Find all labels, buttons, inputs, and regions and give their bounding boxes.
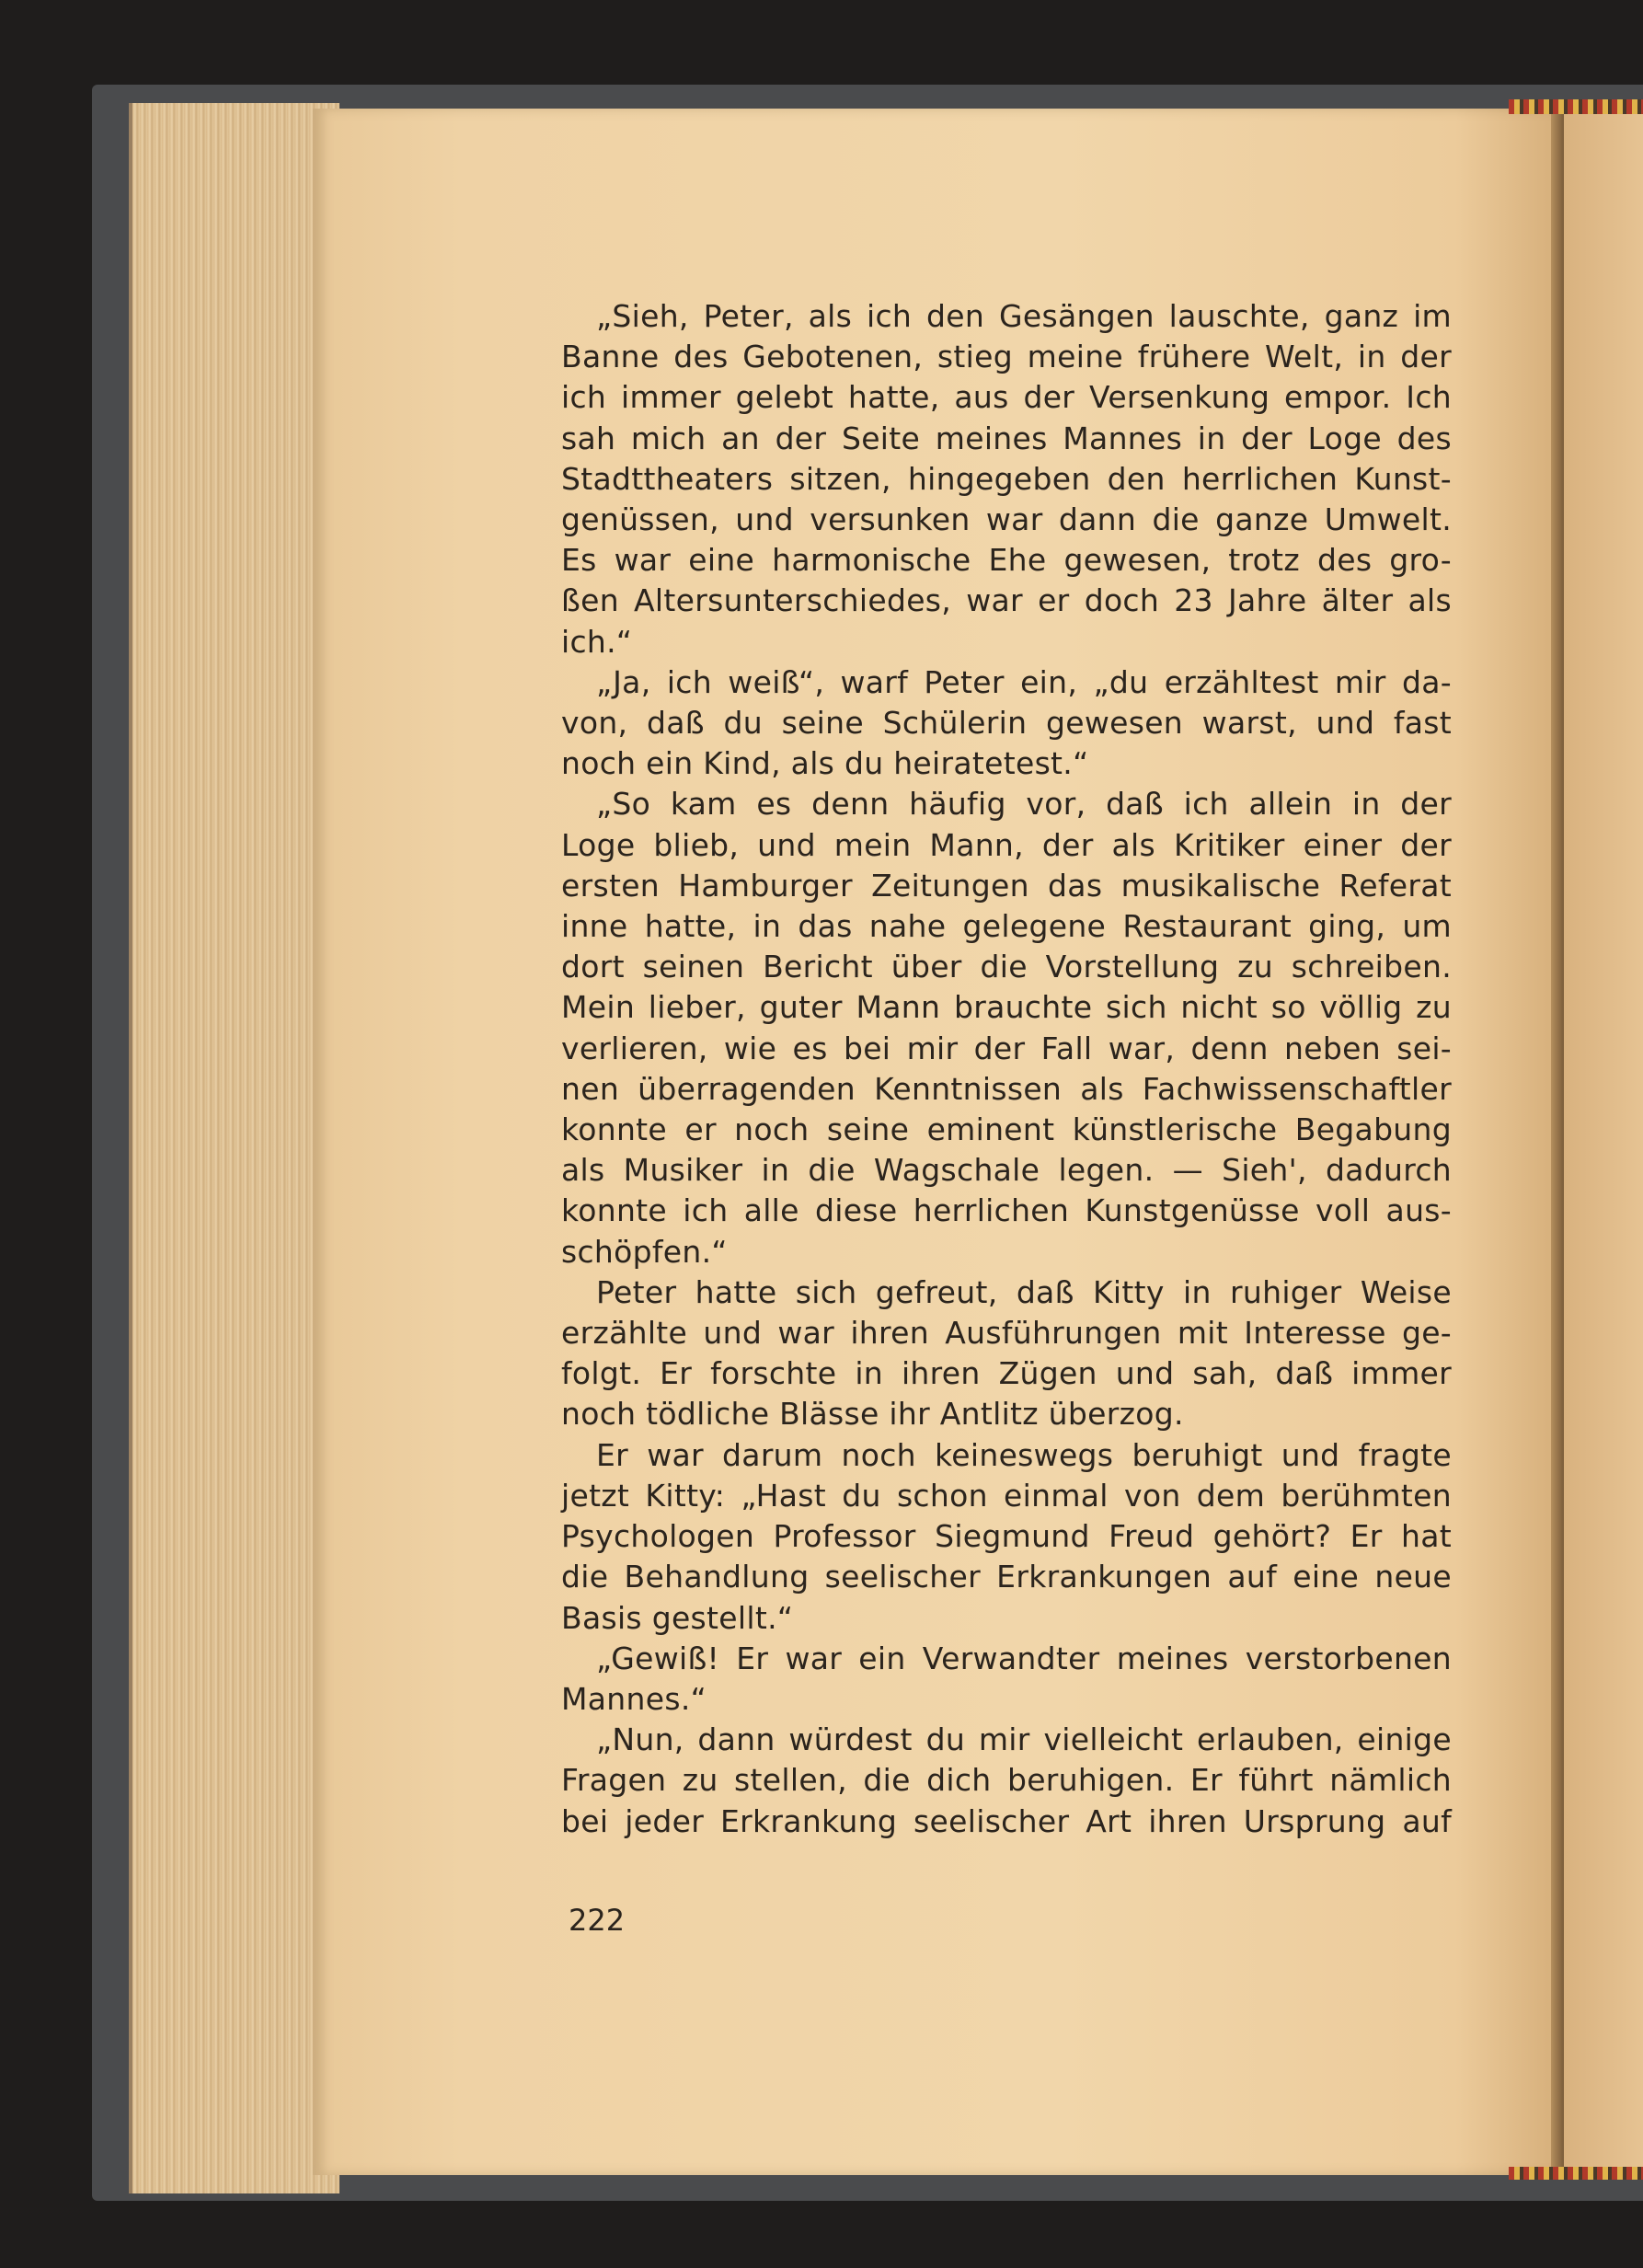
text-line: die Behandlung seelischer Erkrankungen auf eine neue [561, 1559, 1452, 1595]
text-line: Es war eine harmonische Ehe gewesen, trotz des gro- [561, 542, 1452, 579]
text-line: ich.“ [561, 623, 633, 660]
text-line: Banne des Gebotenen, stieg meine frühere Welt, in der [561, 339, 1452, 375]
text-line: „Ja, ich weiß“, warf Peter ein, „du erzähltest mir da- [596, 663, 1452, 700]
text-line: Loge blieb, und mein Mann, der als Kritiker einer der [561, 826, 1452, 863]
text-line: „Nun, dann würdest du mir vielleicht erlauben, einige [596, 1721, 1452, 1758]
body-text [561, 296, 1452, 1842]
text-line: Peter hatte sich gefreut, daß Kitty in ruhiger Weise [596, 1273, 1452, 1310]
text-line: verlieren, wie es bei mir der Fall war, denn neben sei- [561, 1030, 1452, 1066]
page-gutter [1551, 109, 1564, 2175]
text-line: dort seinen Bericht über die Vorstellung zu schreiben. [561, 949, 1452, 985]
text-line: „Sieh, Peter, als ich den Gesängen lauschte, ganz im [596, 298, 1452, 334]
text-line: genüssen, und versunken war dann die ganze Umwelt. [561, 501, 1452, 538]
text-line: Stadttheaters sitzen, hingegeben den herrlichen Kunst- [561, 460, 1452, 497]
headband-top [1509, 99, 1643, 114]
text-line: „So kam es denn häufig vor, daß ich allein in der [596, 786, 1452, 823]
text-line: Er war darum noch keineswegs beruhigt und fragte [596, 1436, 1452, 1473]
text-line: von, daß du seine Schülerin gewesen warst, und fast [561, 705, 1452, 742]
text-line: jetzt Kitty: „Hast du schon einmal von dem berühmten [561, 1477, 1452, 1514]
text-line: nen überragenden Kenntnissen als Fachwissenschaftler [561, 1070, 1452, 1107]
text-line: inne hatte, in das nahe gelegene Restaurant ging, um [561, 908, 1452, 945]
text-line: „Gewiß! Er war ein Verwandter meines verstorbenen [596, 1640, 1452, 1676]
text-line: Basis gestellt.“ [561, 1599, 794, 1636]
text-line: ich immer gelebt hatte, aus der Versenkung empor. Ich [561, 379, 1452, 416]
text-line: ßen Altersunterschiedes, war er doch 23 Jahre älter als [561, 582, 1452, 619]
text-line: als Musiker in die Wagschale legen. — Sieh', dadurch [561, 1152, 1452, 1189]
text-line: ersten Hamburger Zeitungen das musikalische Referat [561, 867, 1452, 904]
text-line: schöpfen.“ [561, 1233, 728, 1270]
page-number: 222 [569, 1903, 626, 1938]
text-line: konnte ich alle diese herrlichen Kunstgenüsse voll aus- [561, 1192, 1452, 1229]
text-line: Psychologen Professor Siegmund Freud gehört? Er hat [561, 1518, 1452, 1555]
page-edges-stack [129, 103, 339, 2193]
text-line: sah mich an der Seite meines Mannes in der Loge des [561, 420, 1452, 456]
text-line: konnte er noch seine eminent künstlerische Begabung [561, 1111, 1452, 1148]
text-line: Mannes.“ [561, 1680, 707, 1717]
text-line: folgt. Er forschte in ihren Zügen und sah, daß immer [561, 1355, 1452, 1392]
text-line: noch ein Kind, als du heiratetest.“ [561, 745, 1089, 782]
text-line: noch tödliche Blässe ihr Antlitz überzog. [561, 1396, 1184, 1433]
text-line: bei jeder Erkrankung seelischer Art ihren Ursprung auf [561, 1802, 1452, 1839]
text-line: erzählte und war ihren Ausführungen mit Interesse ge- [561, 1315, 1452, 1352]
facing-page-edge [1564, 114, 1643, 2171]
text-line: Mein lieber, guter Mann brauchte sich nicht so völlig zu [561, 989, 1452, 1026]
text-line: Fragen zu stellen, die dich beruhigen. Er führt nämlich [561, 1762, 1452, 1799]
headband-bottom [1509, 2167, 1643, 2180]
